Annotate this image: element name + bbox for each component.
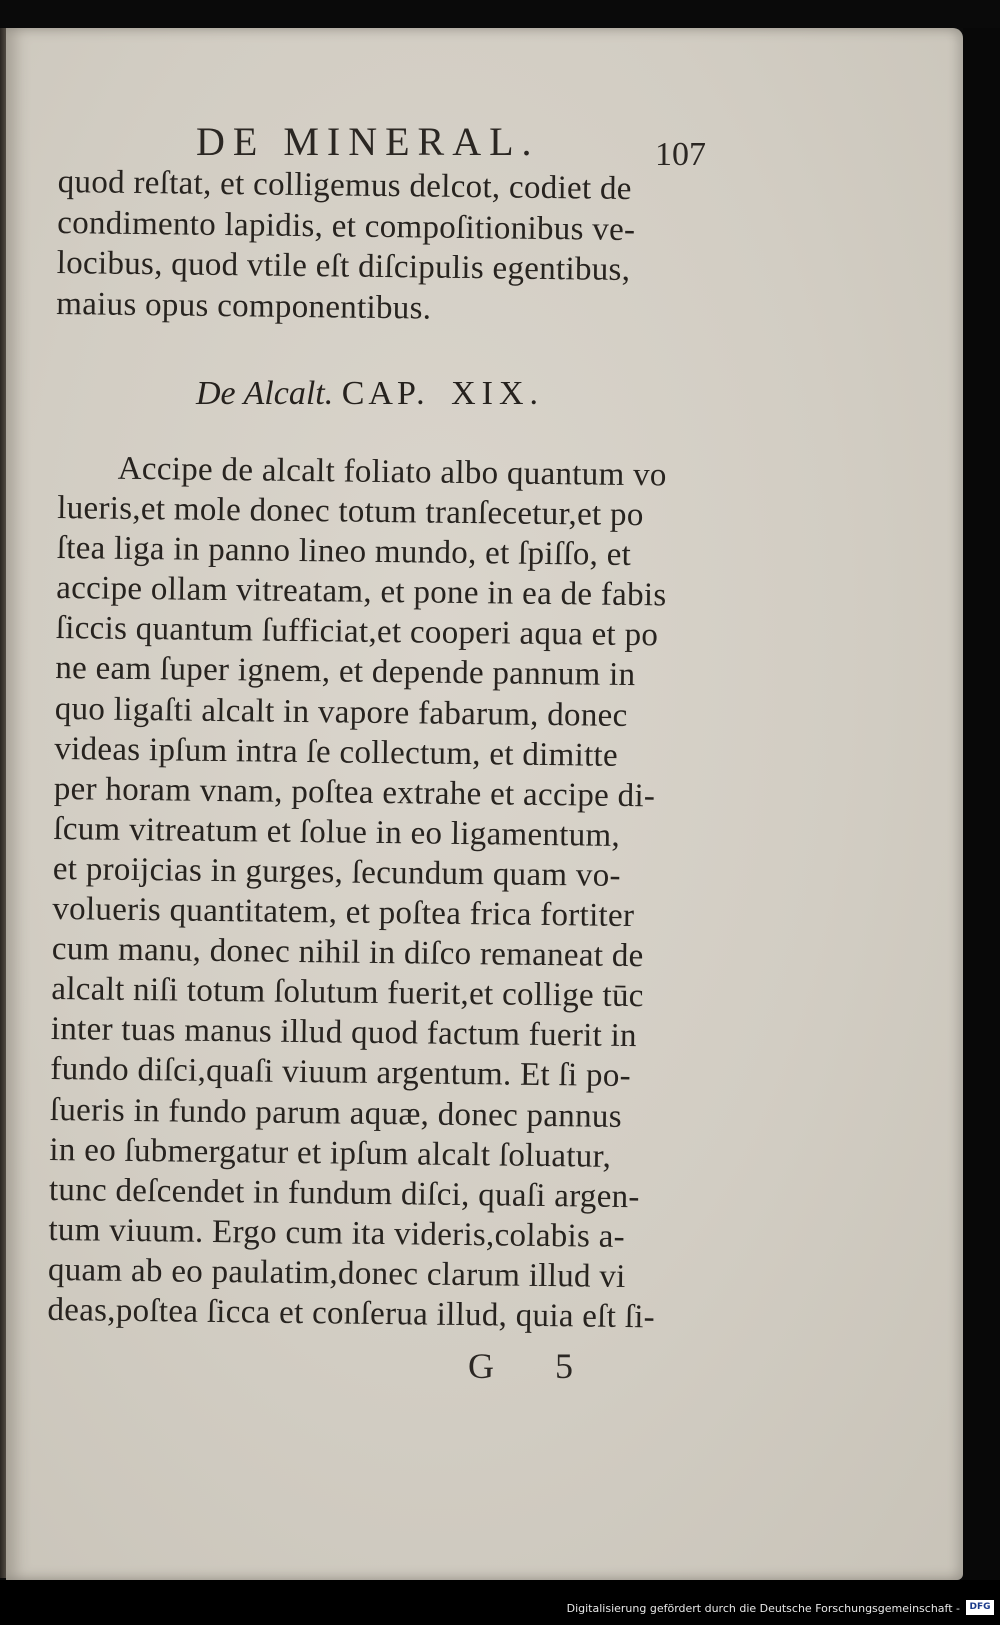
dfg-logo: DFG xyxy=(966,1600,994,1615)
text-line: ſtea liga in panno lineo mundo, et ſpiſſo, et xyxy=(56,530,632,574)
digitization-credit: Digitalisierung gefördert durch die Deutsche Forschungsgemeinschaft - xyxy=(566,1602,960,1615)
scan-right-border xyxy=(963,28,1000,1580)
text-line: fundo diſci,quaſi viuum argentum. Et ſi po- xyxy=(50,1051,632,1095)
page-number: 107 xyxy=(655,136,706,173)
text-line: quam ab eo paulatim,donec clarum illud vi xyxy=(47,1251,626,1295)
text-line: quod reſtat, et colligemus delcot, codiet de xyxy=(57,163,632,208)
chapter-cap-label: CAP. xyxy=(341,375,429,412)
text-line: deas,poſtea ſicca et conſerua illud, quia eſt ſi- xyxy=(47,1291,656,1336)
text-line: ſiccis quantum ſufficiat,et cooperi aqua et po xyxy=(55,610,659,654)
scan-top-border xyxy=(0,0,1000,28)
chapter-number: XIX. xyxy=(451,375,545,412)
text-line: Accipe de alcalt foliato albo quantum vo xyxy=(117,450,667,494)
text-line: quo ligaſti alcalt in vapore fabarum, donec xyxy=(54,690,628,734)
opening-paragraph xyxy=(56,162,718,332)
text-line: accipe ollam vitreatam, et pone in ea de fabis xyxy=(56,570,667,614)
text-line: cum manu, donec nihil in diſco remaneat de xyxy=(51,931,644,975)
text-line: ſueris in fundo parum aquæ, donec pannus xyxy=(49,1091,623,1135)
text-line: locibus, quod vtile eſt diſcipulis egentibus, xyxy=(56,244,631,288)
signature-mark: G 5 xyxy=(468,1346,599,1386)
text-line: in eo ſubmergatur et ipſum alcalt ſoluatur, xyxy=(49,1131,612,1175)
text-line: ne eam ſuper ignem, et depende pannum in xyxy=(55,650,636,694)
text-line: maius opus componentibus. xyxy=(56,285,432,327)
chapter-body xyxy=(47,448,718,1338)
text-line: ſcum vitreatum et ſolue in eo ligamentum, xyxy=(53,810,621,854)
text-line: et proijcias in gurges, ſecundum quam vo- xyxy=(52,850,622,894)
text-line: inter tuas manus illud quod factum fuerit in xyxy=(50,1011,638,1055)
text-line: tunc deſcendet in fundum diſci, quaſi argen- xyxy=(48,1171,640,1215)
text-line: condimento lapidis, et compoſitionibus ve- xyxy=(57,204,636,248)
text-line: tum viuum. Ergo cum ita videris,colabis a- xyxy=(48,1211,626,1255)
text-line: volueris quantitatem, et poſtea frica fortiter xyxy=(52,890,635,935)
text-line: alcalt niſi totum ſolutum fuerit,et collige tūc xyxy=(51,971,644,1015)
chapter-heading xyxy=(196,375,544,413)
chapter-title: De Alcalt. xyxy=(196,375,334,412)
running-head: DE MINERAL. xyxy=(196,119,540,164)
text-line: videas ipſum intra ſe collectum, et dimitte xyxy=(54,730,619,774)
text-line: lueris,et mole donec totum tranſecetur,et po xyxy=(57,490,644,534)
text-line: per horam vnam, poſtea extrahe et accipe di- xyxy=(53,770,656,815)
